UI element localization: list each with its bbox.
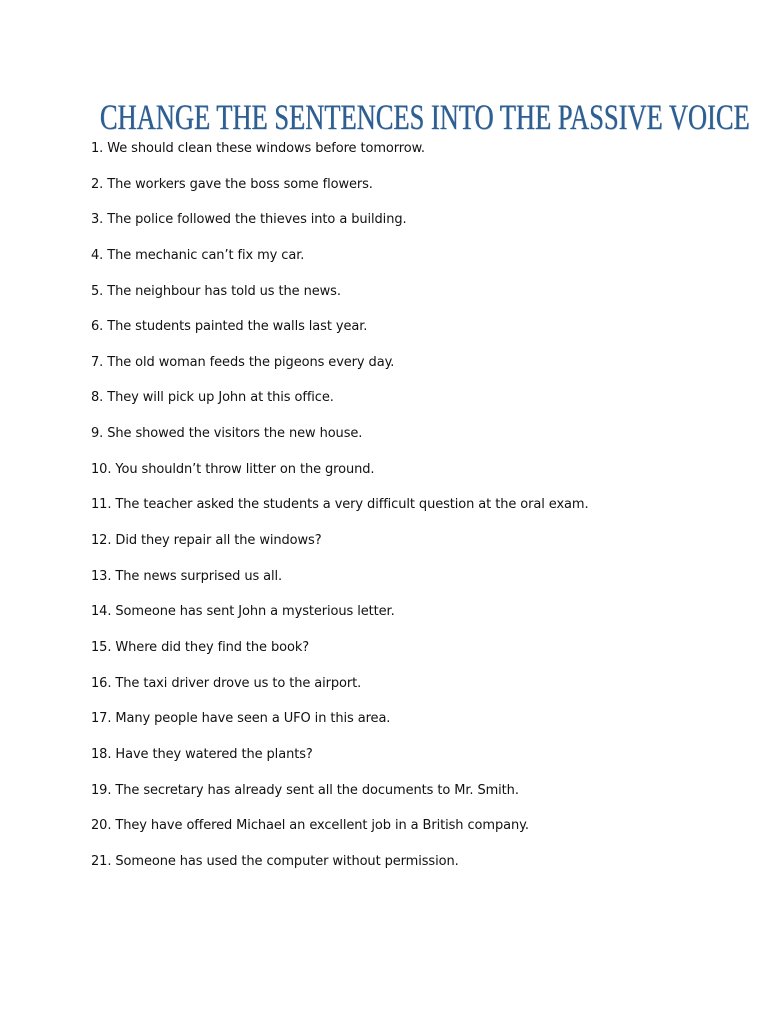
list-item: 7. The old woman feeds the pigeons every day. [91,354,395,370]
page-title: CHANGE THE SENTENCES INTO THE PASSIVE VOICE [100,97,750,137]
list-item: 17. Many people have seen a UFO in this area. [91,711,391,727]
list-item: 13. The news surprised us all. [91,568,283,584]
list-item: 11. The teacher asked the students a very difficult question at the oral exam. [91,497,589,513]
list-item: 19. The secretary has already sent all the documents to Mr. Smith. [91,782,519,798]
list-item: 8. They will pick up John at this office. [91,390,334,406]
list-item: 14. Someone has sent John a mysterious letter. [91,604,395,620]
list-item: 18. Have they watered the plants? [91,746,313,762]
list-item: 2. The workers gave the boss some flowers. [91,176,373,192]
list-item: 12. Did they repair all the windows? [91,533,322,549]
list-item: 1. We should clean these windows before tomorrow. [91,141,425,156]
list-item: 21. Someone has used the computer without permission. [91,853,459,869]
list-item: 6. The students painted the walls last year. [91,319,368,335]
list-item: 4. The mechanic can’t fix my car. [91,247,305,263]
list-item: 3. The police followed the thieves into a building. [91,212,407,228]
sentence-list [91,138,589,886]
list-item: 15. Where did they find the book? [91,639,310,655]
list-item: 10. You shouldn’t throw litter on the ground. [91,461,375,477]
list-item: 9. She showed the visitors the new house. [91,426,363,442]
list-item: 16. The taxi driver drove us to the airport. [91,675,362,691]
list-item: 5. The neighbour has told us the news. [91,283,341,299]
list-item: 20. They have offered Michael an excellent job in a British company. [91,818,529,834]
